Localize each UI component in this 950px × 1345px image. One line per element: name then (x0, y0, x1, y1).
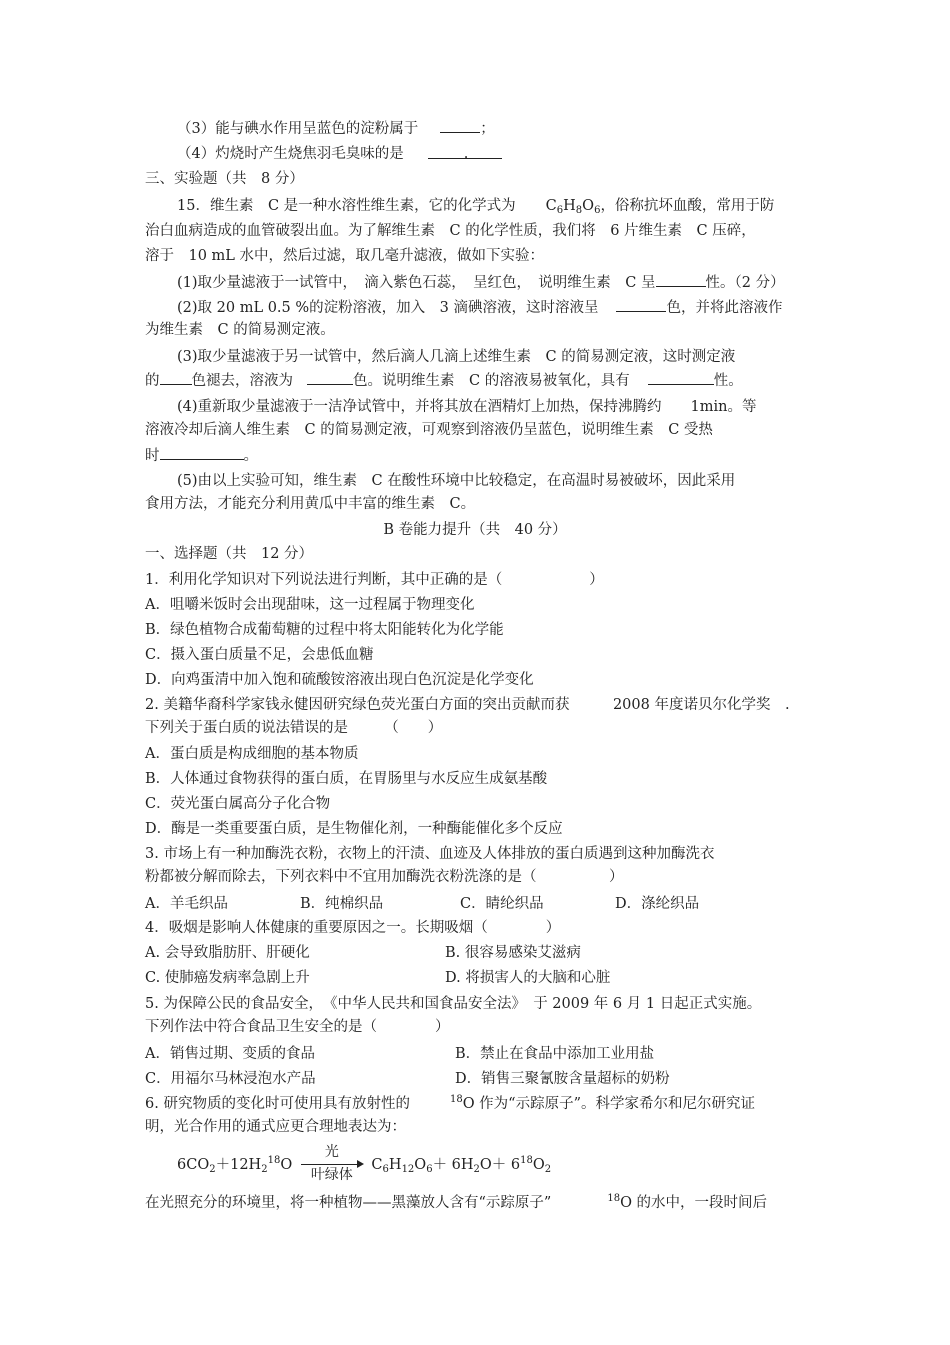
question-15-part-5b: 食用方法，才能充分利用黄瓜中丰富的维生素 C。 (145, 496, 476, 512)
question-6-last-line: 在光照充分的环境里，将一种植物——黑藻放人含有“示踪原子” $^{18}$O 的水中，一段时间后 (145, 1193, 768, 1211)
question-15-part-4b: 溶液冷却后滴人维生素 C 的简易测定液，可观察到溶液仍呈蓝色，说明维生素 C 受热 (145, 422, 713, 438)
question-15-part-3: (3)取少量滤液于另一试管中，然后滴人几滴上述维生素 C 的简易测定液，这时测定液 (177, 349, 736, 365)
question-5-option-a: A．销售过期、变质的食品 (145, 1046, 315, 1062)
answer-blank (616, 297, 666, 312)
question-15-intro: 15．维生素 C 是一种水溶性维生素，它的化学式为 $C_6H_8O_6$，俗称抗坏血酸，常用于防 (177, 198, 775, 216)
question-1-option-d: D．向鸡蛋清中加入饱和硫酸铵溶液出现白色沉淀是化学变化 (145, 672, 534, 688)
question-5b: 下列作法中符合食品卫生安全的是（ ） (145, 1019, 450, 1035)
question-15-intro-2: 治白血病造成的血管破裂出血。为了解维生素 C 的化学性质，我们将 6 片维生素 C 压碎， (145, 223, 756, 239)
section-3-title: 三、实验题（共 8 分） (145, 171, 304, 187)
question-3-option-a: A．羊毛织品 (145, 896, 228, 912)
vitamin-c-formula: $C_6H_8O_6$ (545, 198, 601, 216)
question-5: 5. 为保障公民的食品安全， 《中华人民共和国食品安全法》 于 2009 年 6 月 1 日起正式实施。 (145, 996, 762, 1012)
answer-blank (656, 272, 706, 287)
answer-blank (648, 370, 714, 385)
section-1-title: 一、选择题（共 12 分） (145, 546, 314, 562)
question-2-option-d: D．酶是一类重要蛋白质，是生物催化剂，一种酶能催化多个反应 (145, 821, 563, 837)
question-4-option-c: C. 使肺癌发病率急剧上升 (145, 970, 310, 986)
question-15-part-4c: 时 。 (145, 445, 258, 466)
question-5-option-c: C．用福尔马林浸泡水产品 (145, 1071, 316, 1087)
question-3-option-b: B．纯棉织品 (300, 896, 384, 912)
question-1: 1．利用化学知识对下列说法进行判断，其中正确的是（ ） (145, 572, 604, 588)
question-3: 3. 市场上有一种加酶洗衣粉，衣物上的汗渍、血迹及人体排放的蛋白质遇到这种加酶洗衣 (145, 846, 715, 862)
photosynthesis-equation: $6CO_2+12H_2^{18}O$ 光 叶绿体 $C_6H_{12}O_6+ 6H_2O+ 6^{18}O_2$ (177, 1144, 552, 1183)
question-2-option-c: C．荧光蛋白属高分子化合物 (145, 796, 331, 812)
question-15-part-2b: 为维生素 C 的简易测定液。 (145, 322, 335, 338)
question-6b: 明，光合作用的通式应更合理地表达为： (145, 1119, 406, 1135)
arrow-condition-chlorophyll: 叶绿体 (310, 1167, 353, 1183)
answer-blank (160, 445, 244, 460)
arrow-condition-light: 光 (324, 1144, 339, 1160)
question-4-option-a: A. 会导致脂肪肝、肝硬化 (145, 945, 310, 961)
question-15-part-3b: 的 色褪去，溶液为 色。说明维生素 C 的溶液易被氧化，具有 性。 (145, 370, 743, 391)
question-15-part-5: (5)由以上实验可知，维生素 C 在酸性环境中比较稳定，在高温时易被破坏，因此采用 (177, 473, 736, 489)
question-4-option-b: B. 很容易感染艾滋病 (445, 945, 581, 961)
answer-blank (307, 370, 353, 385)
question-1-option-b: B．绿色植物合成葡萄糖的过程中将太阳能转化为化学能 (145, 622, 504, 638)
question-4: 4．吸烟是影响人体健康的重要原因之一。长期吸烟（ ） (145, 920, 561, 936)
question-1-option-c: C．摄入蛋白质量不足，会患低血糖 (145, 647, 374, 663)
question-3b: 粉都被分解而除去，下列衣料中不宜用加酶洗衣粉洗涤的是（ ） (145, 869, 624, 885)
section-b-title: B 卷能力提升（共 40 分） (383, 522, 567, 538)
question-2b: 下列关于蛋白质的说法错误的是 （ ） (145, 720, 443, 736)
question-2: 2. 美籍华裔科学家钱永健因研究绿色荧光蛋白方面的突出贡献而获 2008 年度诺贝尔化学奖 . (145, 697, 790, 713)
question-3-option-c: C．睛纶织品 (460, 896, 544, 912)
question-2-option-b: B．人体通过食物获得的蛋白质，在胃肠里与水反应生成氨基酸 (145, 771, 548, 787)
question-4-option-d: D. 将损害人的大脑和心脏 (445, 970, 611, 986)
question-15-intro-3: 溶于 10 mL 水中，然后过滤，取几毫升滤液，做如下实验： (145, 248, 545, 264)
answer-blank (160, 370, 192, 385)
question-6: 6. 研究物质的变化时可使用具有放射性的 $^{18}$O 作为“示踪原子”。科学家希尔和尼尔研究证 (145, 1094, 756, 1112)
question-14-4: （4）灼烧时产生烧焦羽毛臭味的是 . (177, 144, 502, 164)
question-15-part-2: (2)取 20 mL 0.5 %的淀粉溶液，加入 3 滴碘溶液，这时溶液呈 色，并将此溶液作 (177, 297, 782, 318)
question-5-option-b: B．禁止在食品中添加工业用盐 (455, 1046, 655, 1062)
question-14-3: （3）能与碘水作用呈蓝色的淀粉属于 ； (177, 118, 495, 139)
question-15-part-4: (4)重新取少量滤液于一洁净试管中，并将其放在酒精灯上加热，保持沸腾约 1min。等 (177, 399, 757, 415)
question-1-option-a: A．咀嚼米饭时会出现甜味，这一过程属于物理变化 (145, 597, 475, 613)
answer-blank: . (428, 144, 502, 159)
question-2-option-a: A．蛋白质是构成细胞的基本物质 (145, 746, 359, 762)
reaction-arrow (301, 1144, 363, 1183)
question-3-option-d: D．涤纶织品 (615, 896, 700, 912)
answer-blank (440, 118, 480, 133)
question-15-part-1: (1)取少量滤液于一试管中， 滴入紫色石蕊， 呈红色， 说明维生素 C 呈 性。（2 分） (177, 272, 785, 293)
question-5-option-d: D．销售三聚氰胺含量超标的奶粉 (455, 1071, 670, 1087)
